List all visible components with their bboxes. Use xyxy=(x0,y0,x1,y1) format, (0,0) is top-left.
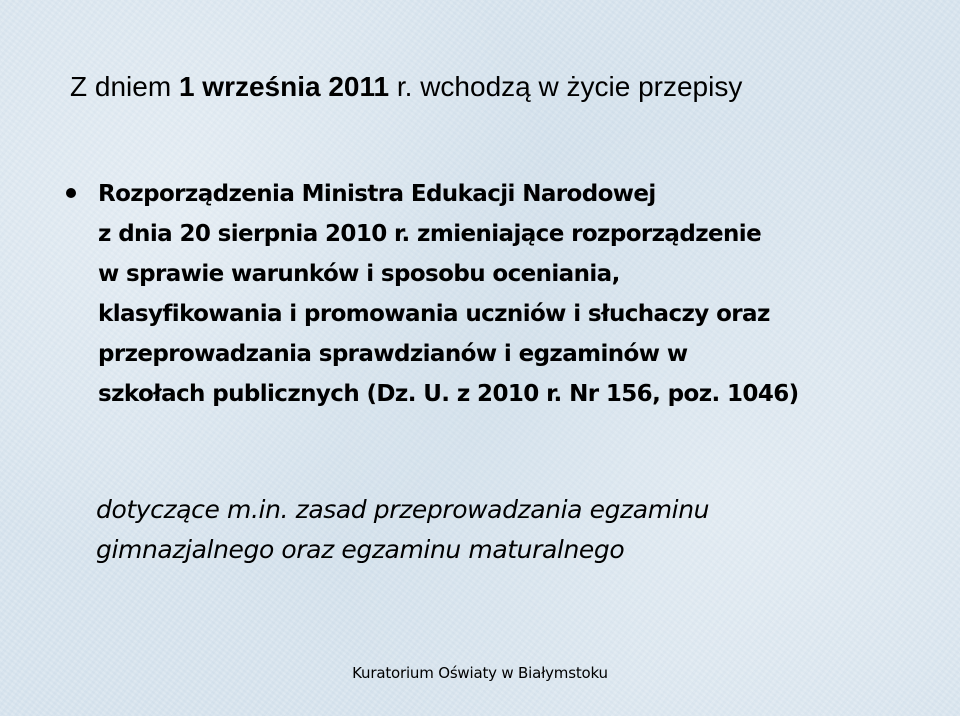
bullet-item xyxy=(66,174,936,414)
subject-text: dotyczące m.in. zasad przeprowadzania egzaminu gimnazjalnego oraz egzaminu maturalnego xyxy=(96,495,710,564)
slide-title xyxy=(70,68,742,106)
title-suffix: r. wchodzą w życie przepisy xyxy=(389,71,743,102)
title-date: 1 września 2011 xyxy=(178,71,390,102)
footer-text: Kuratorium Oświaty w Białymstoku xyxy=(352,664,608,682)
regulation-text: Rozporządzenia Ministra Edukacji Narodowej z dnia 20 sierpnia 2010 r. zmieniające rozporządzenie w sprawie warunków i sposobu oceniania, klasyfikowania i promowania uczniów i słuchaczy oraz przeprowadzania sprawdzianów i egzaminów w szkołach publicznych (Dz. U. z 2010 r. Nr 156, poz. 1046) xyxy=(98,181,799,407)
title-prefix: Z dniem xyxy=(70,71,179,102)
bullet-dot-icon xyxy=(66,188,76,198)
